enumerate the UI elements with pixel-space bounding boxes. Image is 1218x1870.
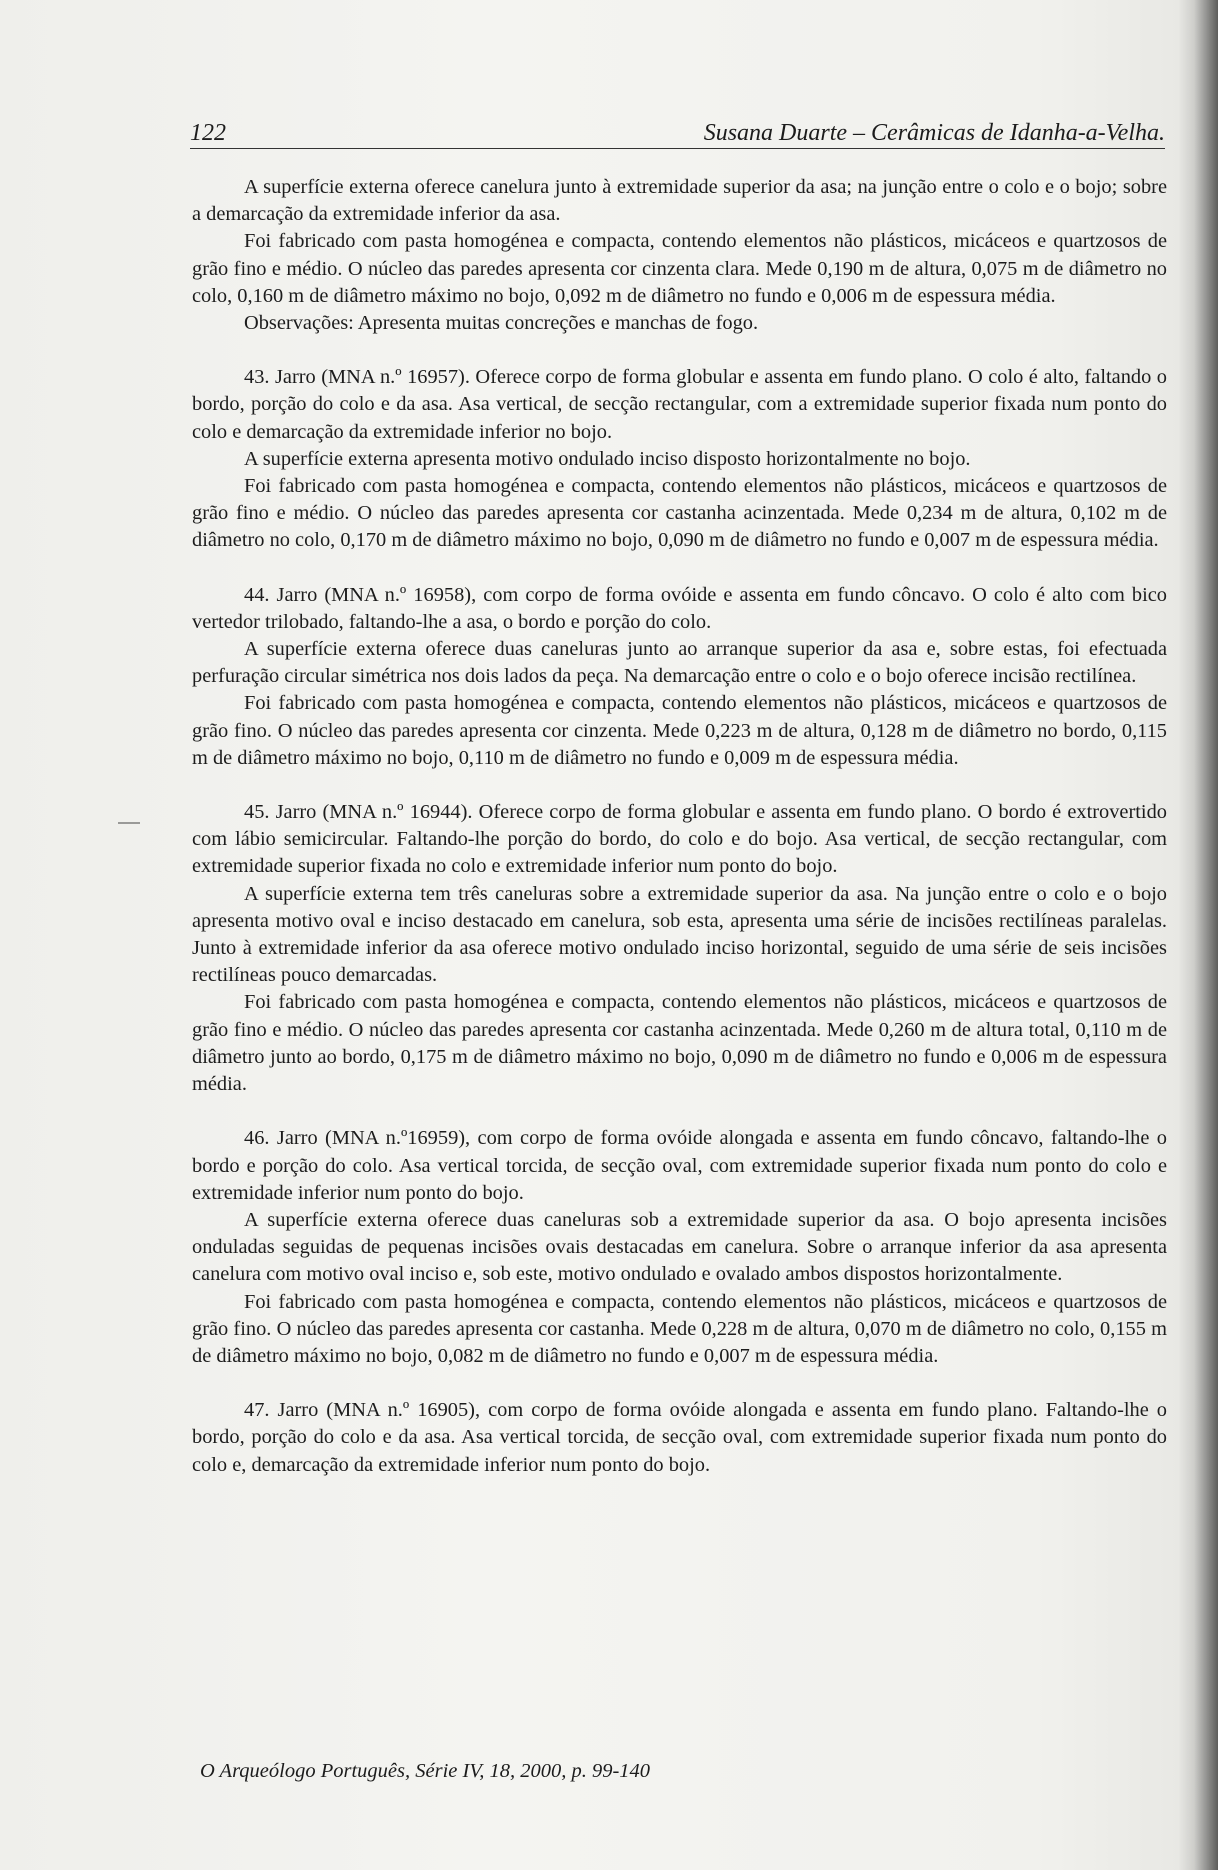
catalogue-entry-paragraph: 44. Jarro (MNA n.º 16958), com corpo de forma ovóide e assenta em fundo côncavo. O colo é alto com bico vertedor trilobado, faltando-lhe a asa, o bordo e porção do colo.: [192, 583, 1167, 633]
body-paragraph: A superfície externa oferece canelura junto à extremidade superior da asa; na junção entre o colo e o bojo; sobre a demarcação da extremidade inferior da asa.: [192, 176, 1167, 226]
margin-mark: [118, 822, 140, 824]
body-paragraph: A superfície externa oferece duas caneluras sob a extremidade superior da asa. O bojo apresenta incisões onduladas seguidas de pequenas incisões ovais destacadas em canelura. Sobre o arranque inferior da asa apresenta canelura com motivo oval inciso e, sob este, motivo ondulado e ovalado ambos dispostos horizontalmente.: [192, 1208, 1167, 1286]
running-head: [190, 116, 1165, 150]
page-number: 122: [190, 120, 226, 146]
body-paragraph: A superfície externa apresenta motivo ondulado inciso disposto horizontalmente no bojo.: [244, 447, 971, 470]
catalogue-entry-paragraph: 43. Jarro (MNA n.º 16957). Oferece corpo de forma globular e assenta em fundo plano. O colo é alto, faltando o bordo, porção do colo e da asa. Asa vertical, de secção rectangular, com a extremidade superior fixada num ponto do colo e demarcação da extremidade inferior no bojo.: [192, 366, 1167, 443]
body-paragraph: A superfície externa oferece duas caneluras junto ao arranque superior da asa e, sobre estas, foi efectuada perfuração circular simétrica nos dois lados da peça. Na demarcação entre o colo e o bojo oferece incisão rectilínea.: [192, 638, 1167, 688]
body-paragraph: Observações: Apresenta muitas concreções e manchas de fogo.: [244, 312, 759, 335]
header-rule: [190, 148, 1165, 149]
catalogue-entry-paragraph: 45. Jarro (MNA n.º 16944). Oferece corpo de forma globular e assenta em fundo plano. O bordo é extrovertido com lábio semicircular. Faltando-lhe porção do bordo, do colo e do bojo. Asa vertical, de secção rectangular, com extremidade superior fixada no colo e extremidade inferior num ponto do bojo.: [192, 801, 1167, 878]
catalogue-entry-paragraph: 47. Jarro (MNA n.º 16905), com corpo de forma ovóide alongada e assenta em fundo plano. Faltando-lhe o bordo, porção do colo e da asa. Asa vertical torcida, de secção oval, com extremidade superior fixada num ponto do colo e, demarcação da extremidade inferior num ponto do bojo.: [192, 1399, 1167, 1476]
body-text: [192, 174, 1167, 1479]
catalogue-entry-paragraph: 46. Jarro (MNA n.º16959), com corpo de forma ovóide alongada e assenta em fundo côncavo, faltando-lhe o bordo e porção do colo. Asa vertical torcida, de secção oval, com extremidade superior fixada num ponto do colo e extremidade inferior num ponto do bojo.: [192, 1127, 1167, 1204]
body-paragraph: Foi fabricado com pasta homogénea e compacta, contendo elementos não plásticos, micáceos e quartzosos de grão fino. O núcleo das paredes apresenta cor castanha. Mede 0,228 m de altura, 0,070 m de diâmetro no colo, 0,155 m de diâmetro máximo no bojo, 0,082 m de diâmetro no fundo e 0,007 m de espessura média.: [192, 1290, 1167, 1367]
body-paragraph: Foi fabricado com pasta homogénea e compacta, contendo elementos não plásticos, micáceos e quartzosos de grão fino e médio. O núcleo das paredes apresenta cor cinzenta clara. Mede 0,190 m de altura, 0,075 m de diâmetro no colo, 0,160 m de diâmetro máximo no bojo, 0,092 m de diâmetro no fundo e 0,006 m de espessura média.: [192, 230, 1167, 307]
body-paragraph: Foi fabricado com pasta homogénea e compacta, contendo elementos não plásticos, micáceos e quartzosos de grão fino e médio. O núcleo das paredes apresenta cor castanha acinzentada. Mede 0,234 m de altura, 0,102 m de diâmetro no colo, 0,170 m de diâmetro máximo no bojo, 0,090 m de diâmetro no fundo e 0,007 m de espessura média.: [192, 475, 1167, 552]
body-paragraph: Foi fabricado com pasta homogénea e compacta, contendo elementos não plásticos, micáceos e quartzosos de grão fino e médio. O núcleo das paredes apresenta cor castanha acinzentada. Mede 0,260 m de altura total, 0,110 m de diâmetro junto ao bordo, 0,175 m de diâmetro máximo no bojo, 0,090 m de diâmetro no fundo e 0,006 m de espessura média.: [192, 991, 1167, 1096]
page-edge-shadow: [1178, 0, 1218, 1870]
body-paragraph: A superfície externa tem três caneluras sobre a extremidade superior da asa. Na junção entre o colo e o bojo apresenta motivo oval e inciso destacado em canelura, sob esta, apresenta uma série de incisões rectilíneas paralelas. Junto à extremidade inferior da asa oferece motivo ondulado inciso horizontal, seguido de uma série de seis incisões rectilíneas pouco demarcadas.: [192, 882, 1167, 987]
footer-citation: O Arqueólogo Português, Série IV, 18, 2000, p. 99-140: [200, 1760, 651, 1782]
body-paragraph: Foi fabricado com pasta homogénea e compacta, contendo elementos não plásticos, micáceos e quartzosos de grão fino. O núcleo das paredes apresenta cor cinzenta. Mede 0,223 m de altura, 0,128 m de diâmetro no bordo, 0,115 m de diâmetro máximo no bojo, 0,110 m de diâmetro no fundo e 0,009 m de espessura média.: [192, 692, 1167, 769]
running-title: Susana Duarte – Cerâmicas de Idanha-a-Velha.: [703, 120, 1165, 146]
